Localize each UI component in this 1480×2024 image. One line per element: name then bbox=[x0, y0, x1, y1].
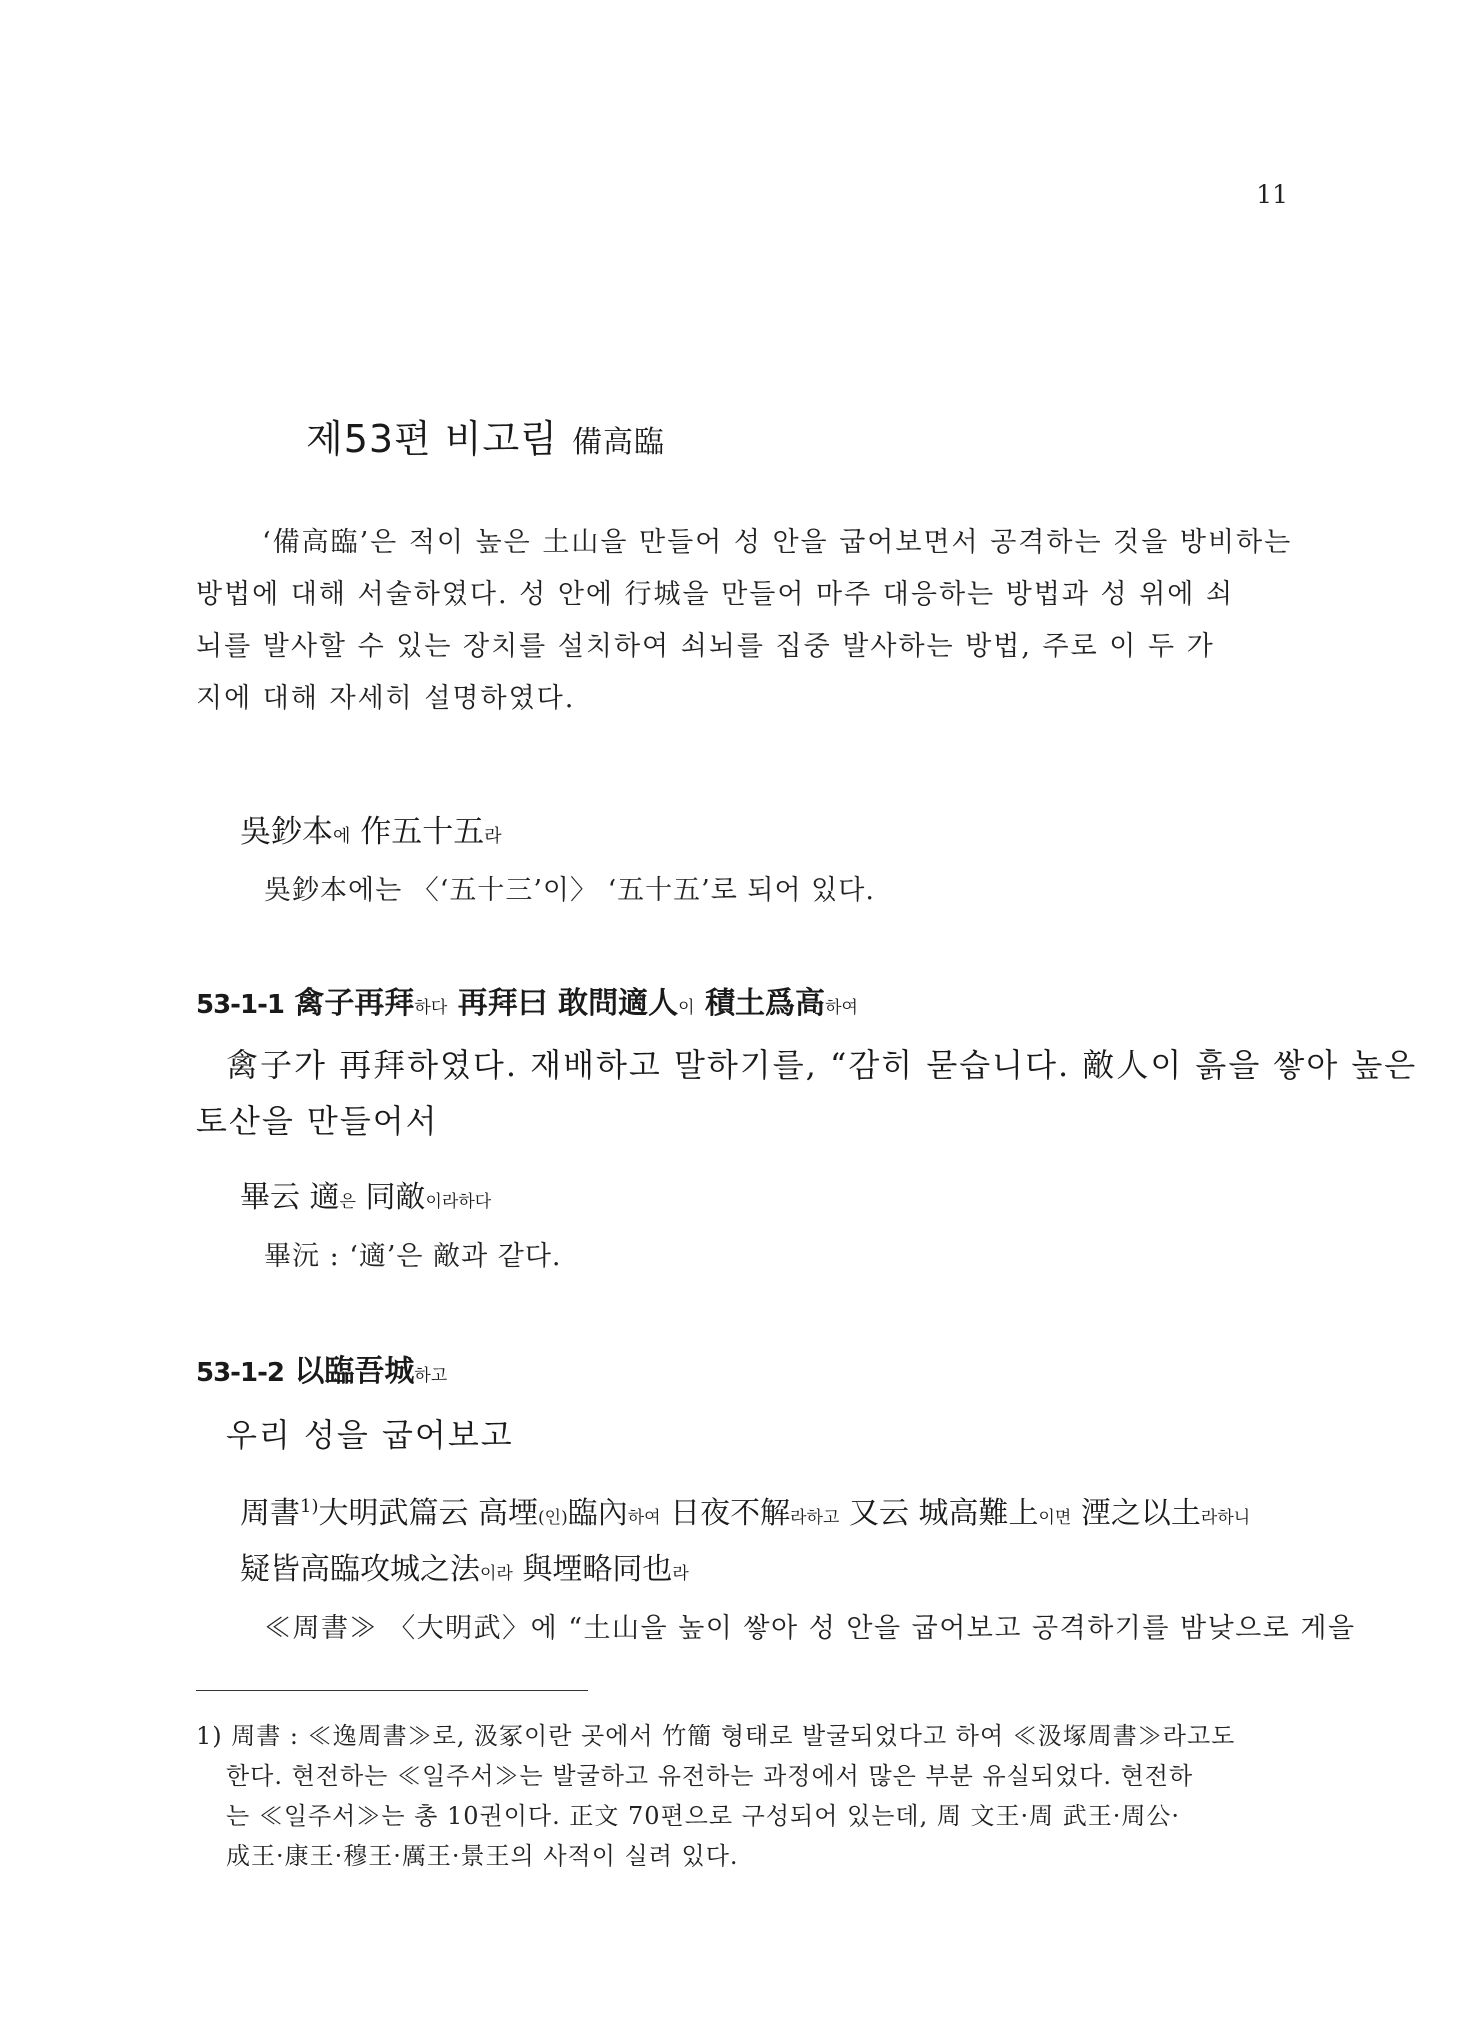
source-note-heading: 吳鈔本에 作五十五라 bbox=[240, 814, 502, 850]
commentary-translation: 畢沅 : ‘適’은 敵과 같다. bbox=[264, 1241, 562, 1272]
footnote-ref: 1) bbox=[300, 1496, 319, 1517]
intro-line-2: 방법에 대해 서술하였다. 성 안에 行城을 만들어 마주 대응하는 방법과 성 위에 쇠 bbox=[196, 579, 1235, 610]
section-number: 53-1-1 bbox=[196, 990, 284, 1020]
source-note-translation: 吳鈔本에는 〈‘五十三’이〉 ‘五十五’로 되어 있다. bbox=[264, 875, 875, 906]
page-number: 11 bbox=[1256, 180, 1288, 209]
intro-line-4: 지에 대해 자세히 설명하였다. bbox=[196, 683, 576, 714]
translation-line-1: 禽子가 再拜하였다. 재배하고 말하기를, “감히 묻습니다. 敵人이 흙을 쌓아 높은 bbox=[226, 1046, 1418, 1084]
commentary-translation-2: ≪周書≫ 〈大明武〉에 “土山을 높이 쌓아 성 안을 굽어보고 공격하기를 밤낮으로 게을 bbox=[264, 1613, 1356, 1644]
footnote-line-4: 成王·康王·穆王·厲王·景王의 사적이 실려 있다. bbox=[226, 1842, 739, 1870]
translation-line-2: 토산을 만들어서 bbox=[196, 1102, 439, 1140]
section-number: 53-1-2 bbox=[196, 1358, 284, 1388]
footnote-line-2: 한다. 현전하는 ≪일주서≫는 발굴하고 유전하는 과정에서 많은 부분 유실되었다. 현전하 bbox=[226, 1762, 1194, 1790]
commentary-line-2: 疑皆高臨攻城之法이라 與堙略同也라 bbox=[240, 1552, 689, 1587]
chapter-title-korean: 제53편 비고림 bbox=[306, 417, 558, 461]
footnote-line-3: 는 ≪일주서≫는 총 10권이다. 正文 70편으로 구성되어 있는데, 周 文王·周 武王·周公· bbox=[226, 1802, 1181, 1830]
commentary-heading: 畢云 適은 同敵이라하다 bbox=[240, 1180, 492, 1215]
chapter-title bbox=[306, 408, 665, 463]
commentary-line-1: 周書$^{1)}$大明武篇云 高堙(인)臨內하여 日夜不解라하고 又云 城高難上이면 湮之以土라하니 bbox=[240, 1496, 1251, 1531]
intro-line-3: 뇌를 발사할 수 있는 장치를 설치하여 쇠뇌를 집중 발사하는 방법, 주로 이 두 가 bbox=[196, 631, 1215, 662]
section-heading-53-1-1: 53-1-1 禽子再拜하다 再拜曰 敢問適人이 積土爲高하여 bbox=[196, 986, 858, 1021]
footnote-line-1: 1) 周書 : ≪逸周書≫로, 汲冢이란 곳에서 竹簡 형태로 발굴되었다고 하여 ≪汲塚周書≫라고도 bbox=[196, 1722, 1236, 1750]
translation-line-3: 우리 성을 굽어보고 bbox=[226, 1416, 514, 1454]
chapter-title-hanja: 備高臨 bbox=[571, 425, 665, 460]
section-heading-53-1-2: 53-1-2 以臨吾城하고 bbox=[196, 1354, 448, 1389]
footnote-divider bbox=[196, 1690, 588, 1691]
intro-line-1: ‘備高臨’은 적이 높은 土山을 만들어 성 안을 굽어보면서 공격하는 것을 방비하는 bbox=[262, 527, 1293, 558]
